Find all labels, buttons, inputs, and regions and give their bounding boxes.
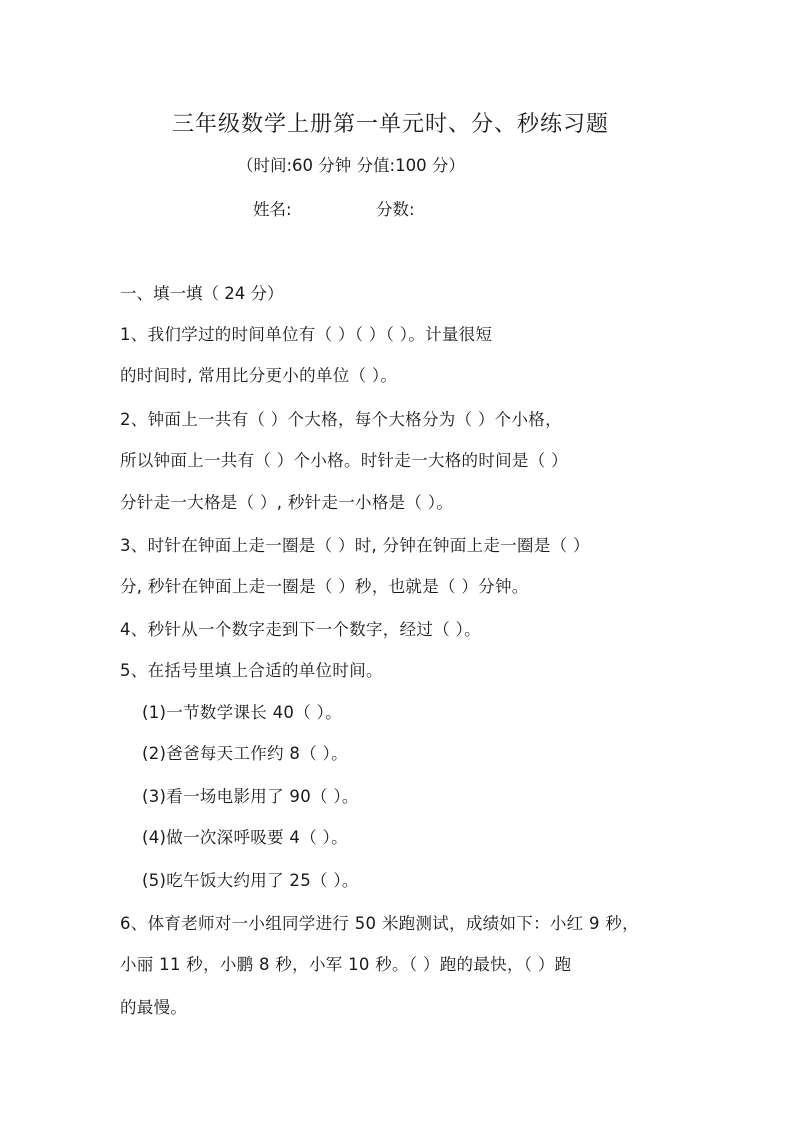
- question-5-item-1: (1)一节数学课长 40（ ）。: [142, 703, 342, 722]
- question-5-item-2: (2)爸爸每天工作约 8（ ）。: [142, 744, 348, 763]
- question-6-line-1: 6、体育老师对一小组同学进行 50 米跑测试，成绩如下：小红 9 秒，: [120, 914, 639, 933]
- question-6-line-3: 的最慢。: [120, 998, 188, 1017]
- question-5-item-3: (3)看一场电影用了 90（ ）。: [142, 787, 359, 806]
- question-3-line-1: 3、时针在钟面上走一圈是（ ）时, 分钟在钟面上走一圈是（ ）: [120, 536, 590, 555]
- name-label: 姓名:: [253, 200, 292, 219]
- question-2-line-3: 分针走一大格是（ ）, 秒针走一小格是（ ）。: [120, 493, 454, 512]
- question-2-line-2: 所以钟面上一共有（ ）个小格。时针走一大格的时间是（ ）: [120, 451, 568, 470]
- question-5-item-4: (4)做一次深呼吸要 4（ ）。: [142, 828, 348, 847]
- question-5-line-1: 5、在括号里填上合适的单位时间。: [120, 661, 383, 680]
- question-6-line-2: 小丽 11 秒，小鹏 8 秒，小军 10 秒。（ ）跑的最快，（ ）跑: [120, 955, 572, 974]
- time-score-info: （时间:60 分钟 分值:100 分）: [237, 156, 465, 175]
- question-5-item-5: (5)吃午饭大约用了 25（ ）。: [142, 871, 359, 890]
- question-3-line-2: 分, 秒针在钟面上走一圈是（ ）秒，也就是（ ）分钟。: [120, 577, 529, 596]
- score-label: 分数:: [376, 200, 415, 219]
- question-1-line-1: 1、我们学过的时间单位有（ ）（ ）（ ）。计量很短: [120, 325, 493, 344]
- question-2-line-1: 2、钟面上一共有（ ）个大格，每个大格分为（ ）个小格，: [120, 410, 562, 429]
- section-heading: 一、填一填（ 24 分）: [120, 284, 284, 303]
- page-title: 三年级数学上册第一单元时、分、秒练习题: [172, 112, 610, 137]
- question-1-line-2: 的时间时, 常用比分更小的单位（ ）。: [120, 366, 398, 385]
- question-4-line-1: 4、秒针从一个数字走到下一个数字，经过（ ）。: [120, 620, 481, 639]
